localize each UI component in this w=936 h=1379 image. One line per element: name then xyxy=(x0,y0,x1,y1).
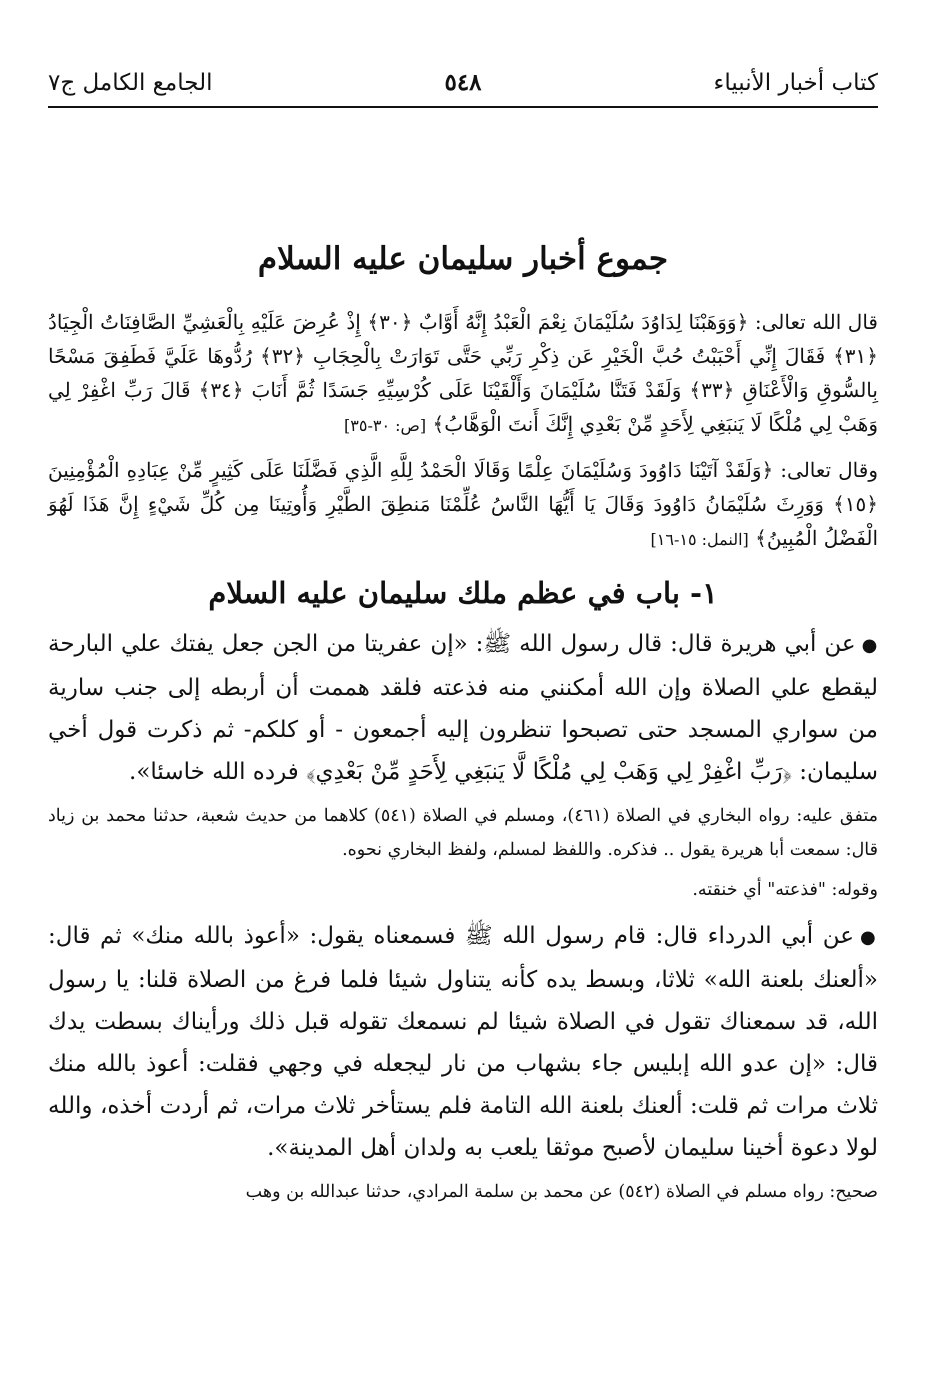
header-book-section: كتاب أخبار الأنبياء xyxy=(713,70,878,96)
hadith-text: عن أبي هريرة قال: قال رسول الله ﷺ: «إن عفريتا من الجن جعل يفتك علي البارحة ليقطع علي الصلاة وإن الله أمكنني منه فذعته فلقد هممت أن أربطه إلى جنب سارية من سواري المسجد حتى تصبحوا تنظرون إليه أجمعون - أو كلكم- ثم ذكرت قول أخي سليمان: ﴿رَبِّ اغْفِرْ لِي وَهَبْ لِي مُلْكًا لَّا يَنبَغِي لِأَحَدٍ مِّنْ بَعْدِي﴾ فرده الله خاسئا». xyxy=(48,631,878,785)
section-title: جموع أخبار سليمان عليه السلام xyxy=(257,241,669,277)
hadith-1-gloss: وقوله: "فذعته" أي خنقته. xyxy=(692,880,878,900)
passage-intro: وقال تعالى: xyxy=(773,458,878,482)
quran-text: ﴿وَلَقَدْ آتَيْنَا دَاوُودَ وَسُلَيْمَانَ عِلْمًا وَقَالَا الْحَمْدُ لِلَّهِ الَّذِي فَضَّلَنَا عَلَى كَثِيرٍ مِّنْ عِبَادِهِ الْمُؤْمِنِينَ ﴿١٥﴾ وَوَرِثَ سُلَيْمَانُ دَاوُودَ وَقَالَ يَا أَيُّهَا النَّاسُ عُلِّمْنَا مَنطِقَ الطَّيْرِ وَأُوتِينَا مِن كُلِّ شَيْءٍ إِنَّ هَذَا لَهُوَ الْفَضْلُ الْمُبِينُ﴾ xyxy=(48,458,878,550)
quran-reference: [النمل: ١٥-١٦] xyxy=(650,530,749,549)
header-book-title: الجامع الكامل ج٧ xyxy=(48,70,213,96)
quran-passage-1 xyxy=(48,305,878,443)
bullet-icon: ● xyxy=(860,927,878,948)
hadith-1 xyxy=(48,623,878,793)
quran-passage-2 xyxy=(48,453,878,557)
hadith-2-takhrij: صحيح: رواه مسلم في الصلاة (٥٤٢) عن محمد بن سلمة المرادي، حدثنا عبدالله بن وهب xyxy=(245,1182,878,1202)
quran-reference: [ص: ٣٠-٣٥] xyxy=(344,416,427,435)
hadith-1-takhrij: متفق عليه: رواه البخاري في الصلاة (٤٦١)، ومسلم في الصلاة (٥٤١) كلاهما من حديث شعبة، حدثنا محمد بن زياد قال: سمعت أبا هريرة يقول .. فذكره. واللفظ لمسلم، ولفظ البخاري نحوه. xyxy=(48,806,878,860)
header-divider xyxy=(48,106,878,108)
page-number: ٥٤٨ xyxy=(444,69,482,96)
page-content xyxy=(48,225,878,1209)
page-header xyxy=(48,66,878,100)
quran-text: ﴿وَوَهَبْنَا لِدَاوُدَ سُلَيْمَانَ نِعْمَ الْعَبْدُ إِنَّهُ أَوَّابٌ ﴿٣٠﴾ إِذْ عُرِضَ عَلَيْهِ بِالْعَشِيِّ الصَّافِنَاتُ الْجِيَادُ ﴿٣١﴾ فَقَالَ إِنِّي أَحْبَبْتُ حُبَّ الْخَيْرِ عَن ذِكْرِ رَبِّي حَتَّى تَوَارَتْ بِالْحِجَابِ ﴿٣٢﴾ رُدُّوهَا عَلَيَّ فَطَفِقَ مَسْحًا بِالسُّوقِ وَالْأَعْنَاقِ ﴿٣٣﴾ وَلَقَدْ فَتَنَّا سُلَيْمَانَ وَأَلْقَيْنَا عَلَى كُرْسِيِّهِ جَسَدًا ثُمَّ أَنَابَ ﴿٣٤﴾ قَالَ رَبِّ اغْفِرْ لِي وَهَبْ لِي مُلْكًا لَا يَنبَغِي لِأَحَدٍ مِّنْ بَعْدِي إِنَّكَ أَنتَ الْوَهَّابُ﴾ xyxy=(48,310,878,436)
passage-intro: قال الله تعالى: xyxy=(748,310,878,334)
bullet-icon: ● xyxy=(861,635,878,656)
hadith-text: عن أبي الدرداء قال: قام رسول الله ﷺ فسمعناه يقول: «أعوذ بالله منك» ثم قال: «ألعنك بلعنة الله» ثلاثا، وبسط يده كأنه يتناول شيئا فلما فرغ من الصلاة قلنا: يا رسول الله، قد سمعناك تقول في الصلاة شيئا لم نسمعك تقوله قبل ذلك ورأيناك بسطت يدك قال: «إن عدو الله إبليس جاء بشهاب من نار ليجعله في وجهي فقلت: أعوذ بالله منك ثلاث مرات ثم قلت: ألعنك بلعنة الله التامة فلم يستأخر ثلاث مرات، ثم أردت أخذه، والله لولا دعوة أخينا سليمان لأصبح موثقا يلعب به ولدان أهل المدينة». xyxy=(48,923,878,1161)
hadith-2 xyxy=(48,915,878,1169)
chapter-heading: ١- باب في عظم ملك سليمان عليه السلام xyxy=(208,576,718,610)
